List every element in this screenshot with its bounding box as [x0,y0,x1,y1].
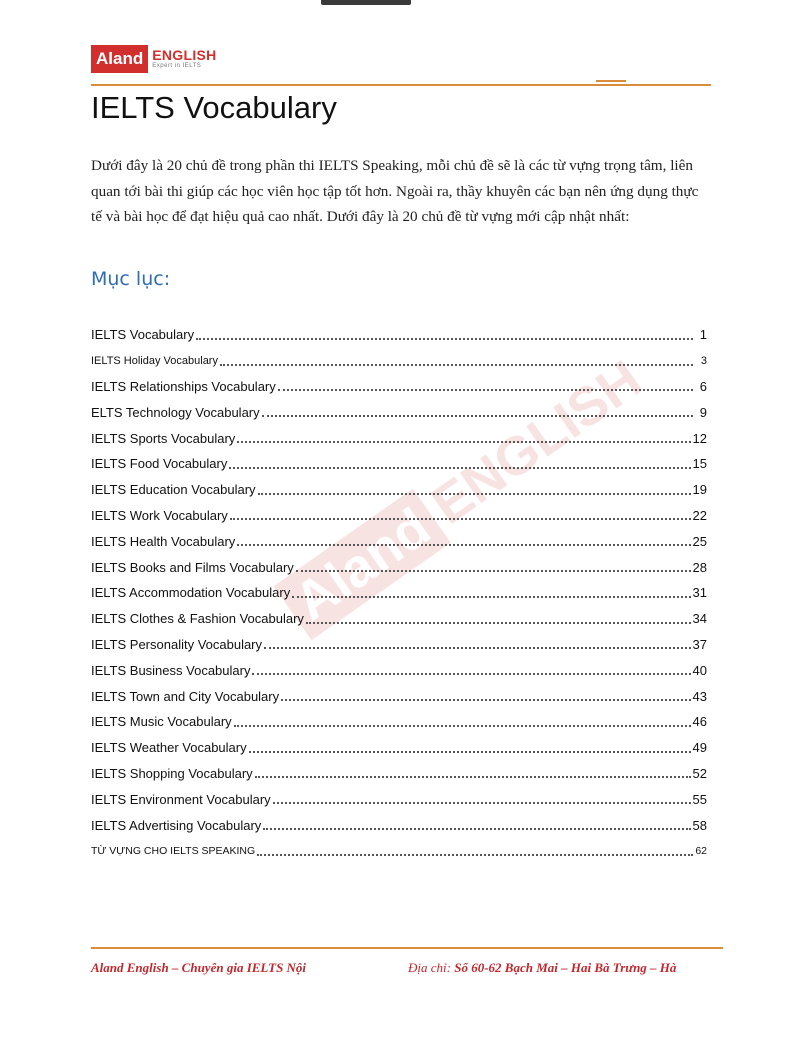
toc-leader-dots [255,764,691,778]
toc-entry-label: IELTS Relationships Vocabulary [91,378,276,394]
toc-entry-page: 31 [692,585,707,601]
toc-entry[interactable] [91,683,707,709]
footer-address-label: Địa chỉ: [408,960,455,975]
toc-entry[interactable] [91,374,707,400]
toc-leader-dots [230,506,691,520]
toc-leader-dots [278,377,693,391]
toc-entry-page: 9 [699,404,707,420]
toc-entry-page: 28 [692,559,707,575]
table-of-contents [91,322,707,864]
toc-leader-dots [249,739,691,753]
toc-entry-label: IELTS Work Vocabulary [91,507,228,523]
watermark-brand: Aland [274,489,451,641]
toc-entry-label: IELTS Education Vocabulary [91,482,256,498]
toc-entry[interactable] [91,709,707,735]
toc-entry[interactable] [91,606,707,632]
toc-entry-page: 40 [692,662,707,678]
toc-entry-label: IELTS Business Vocabulary [91,662,251,678]
toc-leader-dots [220,352,693,366]
toc-leader-dots [296,558,691,572]
toc-entry-page: 3 [700,354,707,367]
toc-entry-label: IELTS Personality Vocabulary [91,636,263,652]
toc-entry[interactable] [91,477,707,503]
toc-leader-dots [292,584,690,598]
toc-entry-page: 58 [692,817,707,833]
toc-entry-page: 6 [699,378,707,394]
toc-leader-dots [263,816,690,830]
toc-entry-page: 49 [692,740,707,756]
toc-entry[interactable] [91,451,707,477]
toc-entry-page: 25 [692,533,707,549]
toc-leader-dots [196,326,693,340]
footer-organization: Aland English – Chuyên gia IELTS Nội [91,960,307,975]
toc-leader-dots [306,610,691,624]
toc-entry-label: IELTS Music Vocabulary [91,714,232,730]
header-rule [91,84,711,86]
toc-entry-label: IELTS Clothes & Fashion Vocabulary [91,611,304,627]
toc-entry-page: 1 [699,327,707,343]
logo-tagline: Expert in IELTS [152,63,202,69]
toc-leader-dots [273,790,691,804]
toc-entry[interactable] [91,812,707,838]
toc-entry[interactable] [91,503,707,529]
toc-leader-dots [264,635,691,649]
toc-entry-page: 52 [692,765,707,781]
toc-entry-page: 62 [695,844,707,857]
toc-entry-label: IELTS Advertising Vocabulary [91,817,262,833]
toc-entry-label: IELTS Town and City Vocabulary [91,688,280,704]
toc-entry[interactable] [91,657,707,683]
toc-leader-dots [229,455,690,469]
watermark-word: ENGLISH [421,348,653,536]
header-accent-tick [596,80,626,82]
toc-entry-label: ELTS Technology Vocabulary [91,404,260,420]
viewer-top-tab [321,0,411,5]
intro-paragraph: Dưới đây là 20 chủ đề trong phần thi IELTS Speaking, mỗi chủ đề sẽ là các từ vựng trọng tâm, liên quan tới bài thi giúp các học viên học tập tốt hơn. Ngoài ra, thầy khuyên các bạn nên ứng dụng thực tế và bài học để đạt hiệu quả cao nhất. Dưới đây là 20 chủ đề từ vựng mới cập nhật nhất: [91,157,699,225]
toc-entry[interactable] [91,528,707,554]
toc-leader-dots [262,403,693,417]
logo-word: ENGLISH [152,47,217,63]
toc-entry-label: IELTS Food Vocabulary [91,456,228,472]
toc-entry[interactable] [91,632,707,658]
toc-entry[interactable] [91,761,707,787]
toc-entry[interactable] [91,580,707,606]
toc-leader-dots [234,713,691,727]
toc-entry[interactable] [91,348,707,374]
toc-entry-label: IELTS Environment Vocabulary [91,791,271,807]
toc-leader-dots [281,687,690,701]
toc-entry[interactable] [91,399,707,425]
toc-entry[interactable] [91,838,707,864]
toc-entry-label: IELTS Weather Vocabulary [91,740,247,756]
toc-entry-label: IELTS Books and Films Vocabulary [91,559,294,575]
toc-entry-page: 46 [692,714,707,730]
toc-entry-page: 19 [692,482,707,498]
toc-entry[interactable] [91,786,707,812]
toc-leader-dots [257,842,693,856]
toc-entry-label: IELTS Shopping Vocabulary [91,765,253,781]
toc-entry-label: TỪ VỰNG CHO IELTS SPEAKING [91,844,256,857]
toc-entry-label: IELTS Accommodation Vocabulary [91,585,291,601]
toc-entry[interactable] [91,554,707,580]
toc-entry-page: 37 [692,636,707,652]
toc-entry-label: IELTS Health Vocabulary [91,533,236,549]
footer-address-value: Số 60-62 Bạch Mai – Hai Bà Trưng – Hà [454,960,677,975]
aland-english-logo [91,45,217,73]
toc-entry-label: IELTS Vocabulary [91,327,195,343]
footer-address [408,959,728,977]
toc-leader-dots [237,429,690,443]
toc-heading: Mục lục: [91,268,171,290]
toc-entry-page: 22 [692,507,707,523]
toc-entry-page: 15 [692,456,707,472]
toc-leader-dots [237,532,690,546]
toc-entry[interactable] [91,322,707,348]
toc-leader-dots [258,481,691,495]
toc-entry-label: IELTS Sports Vocabulary [91,430,236,446]
toc-entry-page: 12 [692,430,707,446]
toc-entry-page: 43 [692,688,707,704]
toc-entry[interactable] [91,735,707,761]
logo-brand: Aland [91,45,148,73]
footer-rule [91,947,723,949]
toc-leader-dots [252,661,690,675]
toc-entry[interactable] [91,425,707,451]
page-title: IELTS Vocabulary [91,90,337,125]
toc-entry-label: IELTS Holiday Vocabulary [91,354,218,367]
toc-entry-page: 34 [692,611,707,627]
toc-entry-page: 55 [692,791,707,807]
